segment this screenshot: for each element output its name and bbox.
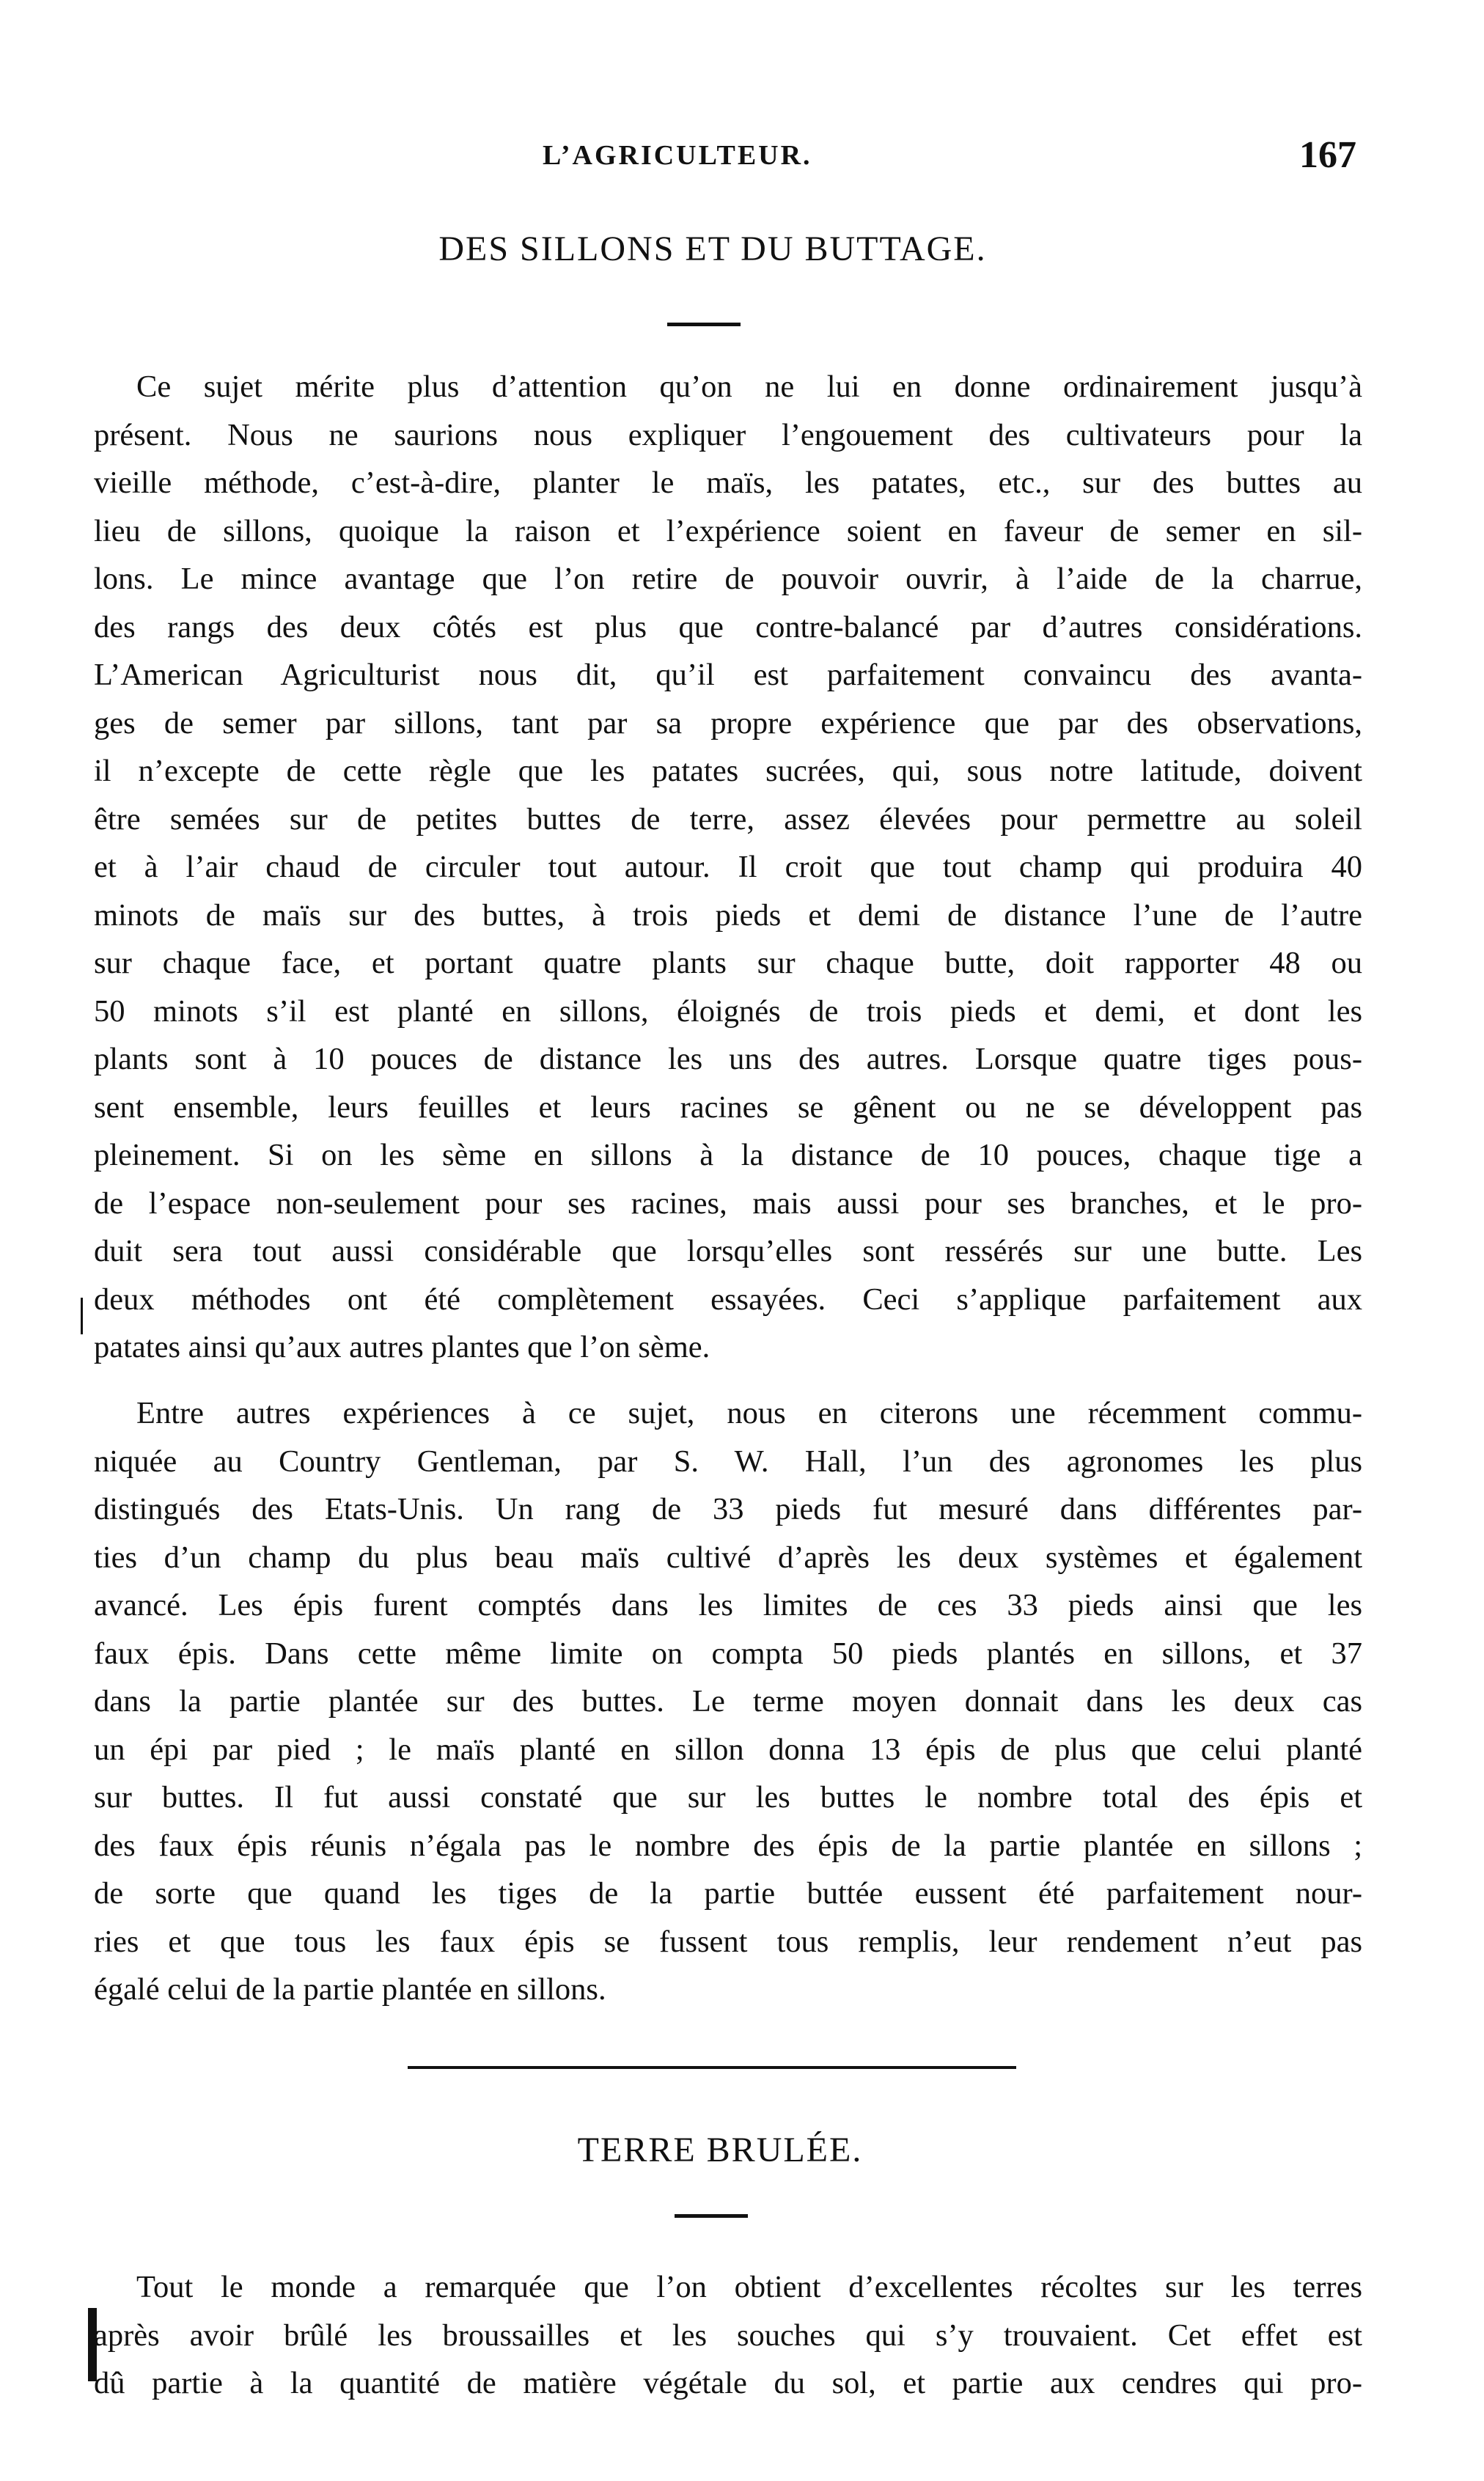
text-line: lieu de sillons, quoique la raison et l’expérience soient en faveur de semer en sil- [94,513,1362,548]
running-head [88,133,1356,185]
section-title-terre-brulee: TERRE BRULÉE. [577,2131,863,2169]
section-title-sillons: DES SILLONS ET DU BUTTAGE. [438,229,987,268]
text-line: deux méthodes ont été complètement essayées. Ceci s’applique parfaitement aux [94,1282,1362,1317]
text-line: égalé celui de la partie plantée en sillons. [94,1972,606,2007]
text-line: Entre autres expériences à ce sujet, nous en citerons une récemment commu- [136,1396,1362,1430]
title-divider [667,323,741,326]
section-separator [408,2066,1016,2069]
text-line: être semées sur de petites buttes de terre, assez élevées pour permettre au soleil [94,801,1362,837]
text-line: sur buttes. Il fut aussi constaté que sur les buttes le nombre total des épis et [94,1780,1362,1815]
text-line: patates ainsi qu’aux autres plantes que l’on sème. [94,1330,710,1364]
text-line: distingués des Etats-Unis. Un rang de 33 pieds fut mesuré dans différentes par- [94,1492,1362,1526]
text-line: et à l’air chaud de circuler tout autour. Il croit que tout champ qui produira 40 [94,850,1362,884]
page-number: 167 [1299,134,1356,176]
text-line: dû partie à la quantité de matière végétale du sol, et partie aux cendres qui pro- [94,2366,1362,2400]
paragraph-sillons-2 [94,1389,1362,2014]
text-line: dans la partie plantée sur des buttes. Le terme moyen donnait dans les deux cas [94,1684,1362,1719]
text-line: lons. Le mince avantage que l’on retire de pouvoir ouvrir, à l’aide de la charrue, [94,562,1362,596]
text-line: un épi par pied ; le maïs planté en sillon donna 13 épis de plus que celui planté [94,1732,1362,1767]
text-line: niquée au Country Gentleman, par S. W. Hall, l’un des agronomes les plus [94,1444,1362,1479]
text-line: il n’excepte de cette règle que les patates sucrées, qui, sous notre latitude, doivent [94,754,1362,788]
margin-mark [81,1298,83,1334]
text-line: Ce sujet mérite plus d’attention qu’on ne lui en donne ordinairement jusqu’à [136,370,1362,404]
text-line: de sorte que quand les tiges de la partie buttée eussent été parfaitement nour- [94,1876,1362,1911]
text-line: ries et que tous les faux épis se fussent tous remplis, leur rendement n’eut pas [94,1924,1362,1959]
text-line: ties d’un champ du plus beau maïs cultivé d’après les deux systèmes et également [94,1540,1362,1575]
text-line: ges de semer par sillons, tant par sa propre expérience que par des observations, [94,705,1362,740]
running-title: L’AGRICULTEUR. [543,140,812,171]
text-line: minots de maïs sur des buttes, à trois pieds et demi de distance l’une de l’autre [94,897,1362,933]
text-line: plants sont à 10 pouces de distance les uns des autres. Lorsque quatre tiges pous- [94,1042,1362,1076]
text-line: L’American Agriculturist nous dit, qu’il est parfaitement convaincu des avanta- [94,658,1362,692]
text-line: faux épis. Dans cette même limite on compta 50 pieds plantés en sillons, et 37 [94,1636,1362,1671]
text-line: de l’espace non-seulement pour ses racines, mais aussi pour ses branches, et le pro- [94,1186,1362,1221]
text-line: des rangs des deux côtés est plus que contre-balancé par d’autres considérations. [94,609,1362,644]
text-line: vieille méthode, c’est-à-dire, planter le maïs, les patates, etc., sur des buttes au [94,466,1362,500]
text-line: pleinement. Si on les sème en sillons à la distance de 10 pouces, chaque tige a [94,1138,1362,1172]
text-line: sent ensemble, leurs feuilles et leurs racines se gênent ou ne se développent pas [94,1089,1362,1125]
text-line: avancé. Les épis furent comptés dans les limites de ces 33 pieds ainsi que les [94,1588,1362,1622]
text-line: duit sera tout aussi considérable que lorsqu’elles sont ressérés sur une butte. Les [94,1234,1362,1268]
text-line: sur chaque face, et portant quatre plants sur chaque butte, doit rapporter 48 ou [94,946,1362,980]
text-line: 50 minots s’il est planté en sillons, éloignés de trois pieds et demi, et dont les [94,993,1362,1029]
paragraph-terre-brulee [94,2263,1362,2408]
text-line: Tout le monde a remarquée que l’on obtient d’excellentes récoltes sur les terres [136,2270,1362,2304]
text-line: après avoir brûlé les broussailles et les souches qui s’y trouvaient. Cet effet est [94,2318,1362,2353]
paragraph-sillons-1 [94,363,1362,1372]
text-line: des faux épis réunis n’égala pas le nombre des épis de la partie plantée en sillons ; [94,1828,1362,1863]
text-line: présent. Nous ne saurions nous expliquer l’engouement des cultivateurs pour la [94,417,1362,452]
title-divider [675,2214,748,2218]
